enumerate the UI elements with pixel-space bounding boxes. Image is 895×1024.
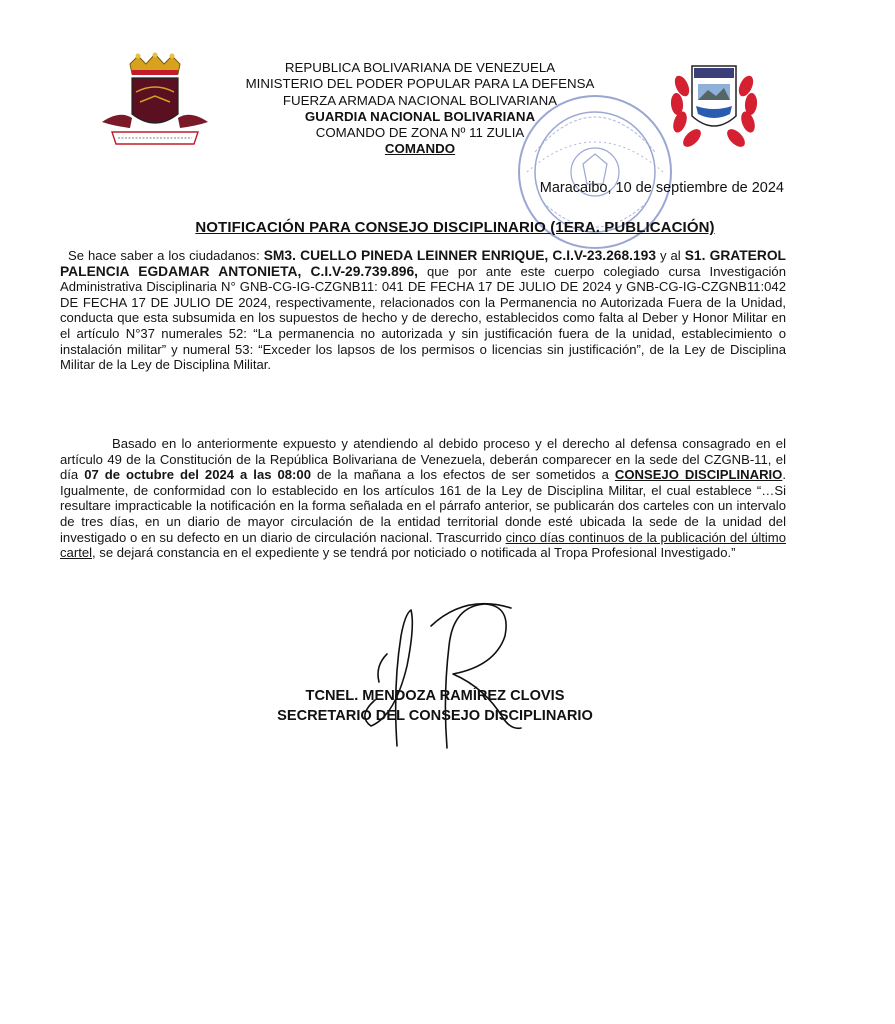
paragraph1-text-3: que por ante este cuerpo colegiado cursa Investigación Administrativa Disciplinaria N° GNB-CG-IG-CZGNB11: 041 DE FECHA 17 DE JULIO DE 2024 y GNB-CG-IG-CZGNB11:042 DE FECHA 17 DE JULIO DE 2024, respectivamente, relacionados con la Permanencia no Autorizada Fuera de la Unidad, conducta que esta subsumida en los supuestos de hecho y de derecho, establecidos como falta al Deber y Honor Militar en el artículo N°37 numerales 52: “La permanencia no autorizada y sin justificación fuera de la unidad, establecimiento o instalación militar” y numeral 53: “Exceder los lapsos de los permisos o licencias sin justificación”, de la Ley de Disciplina Militar de la Ley de Disciplina Militar. [60, 263, 786, 373]
paragraph2-text-2: de la mañana a los efectos de ser sometidos a [310, 467, 615, 483]
paragraph1-text-2: y al [656, 248, 685, 263]
signatory-name: TCNEL. MENDOZA RAMÍREZ CLOVIS [305, 688, 565, 704]
handwritten-signature [335, 596, 535, 756]
person1-name: SM3. CUELLO PINEDA LEINNER ENRIQUE, C.I.V-23.268.193 [263, 248, 656, 263]
paragraph2-text-3: . Igualmente, de conformidad con lo establecido en los artículos 161 de la Ley de Disciplina Militar, el cual establece “…Si resultare impracticable la notificación en la forma señalada en el párrafo anterior, se publicarán dos carteles con un intervalo de tres días, en un diario de mayor circulación de la entidad territorial donde esté ubicada la sede de la unidad del investigado o en su defecto en un diario de circulación nacional. Trascurrido [60, 467, 786, 545]
header-line-republica: REPUBLICA BOLIVARIANA DE VENEZUELA [284, 60, 556, 75]
header-line-comando: COMANDO [384, 141, 456, 157]
header-line-fuerza-armada: FUERZA ARMADA NACIONAL BOLIVARIANA [282, 92, 558, 108]
header-line-comando-zona: COMANDO DE ZONA Nº 11 ZULIA [315, 125, 525, 141]
cinco-dias-phrase: cinco días continuos de la publicación del último cartel [60, 529, 786, 561]
signatory-role: SECRETARIO DEL CONSEJO DISCIPLINARIO [277, 708, 593, 724]
document-title: NOTIFICACIÓN PARA CONSEJO DISCIPLINARIO (1ERA. PUBLICACIÓN) [195, 219, 715, 236]
notification-paragraph [60, 248, 786, 373]
header-line-guardia: GUARDIA NACIONAL BOLIVARIANA [304, 108, 536, 124]
hearing-paragraph [60, 436, 786, 561]
paragraph2-text-1: Basado en lo anteriormente expuesto y atendiendo al debido proceso y el derecho al defensa consagrado en el artículo 49 de la Constitución de la República Bolivariana de Venezuela, deberán comparecer en la sede del CZGNB-11, el día [60, 436, 786, 483]
paragraph1-text-1: Se hace saber a los ciudadanos: [68, 248, 264, 263]
document-date: Maracaibo, 10 de septiembre de 2024 [539, 180, 784, 196]
consejo-disciplinario-label: CONSEJO DISCIPLINARIO [614, 467, 783, 483]
paragraph2-text-4: , se dejará constancia en el expediente y se tendrá por noticiado o notificada al Tropa Profesional Investigado.” [92, 545, 736, 561]
hearing-datetime: 07 de octubre del 2024 a las 08:00 [84, 467, 311, 483]
signatory-block [180, 686, 690, 726]
header-line-ministerio: MINISTERIO DEL PODER POPULAR PARA LA DEFENSA [245, 76, 595, 92]
guardia-nacional-emblem-icon [100, 52, 210, 152]
person2-name: S1. GRATEROL PALENCIA EGDAMAR ANTONIETA, C.I.V-29.739.896, [60, 248, 786, 279]
